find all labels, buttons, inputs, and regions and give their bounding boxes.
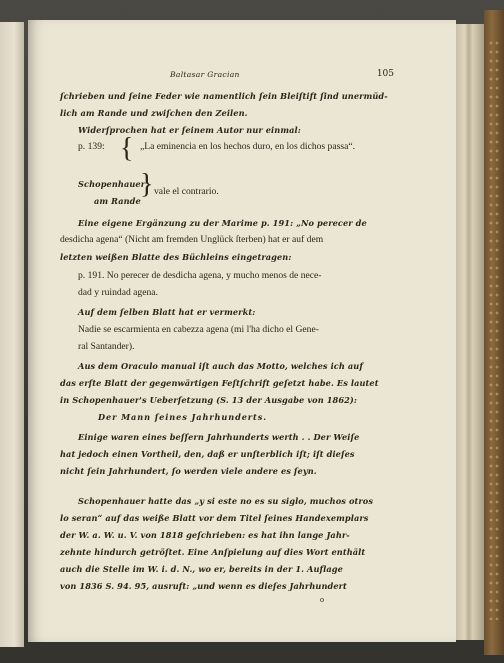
text-line: das erſte Blatt der gegenwärtigen Feſtſchrift geſetzt habe. Es lautet	[60, 378, 379, 388]
text-line: Widerſprochen hat er ſeinem Autor nur einmal:	[78, 125, 301, 135]
facing-page-edge	[0, 22, 24, 647]
citation-label: p. 139:	[78, 141, 105, 152]
quote-line: vale el contrario.	[154, 186, 219, 197]
text-line: Schopenhauer hatte das „y si este no es su siglo, muchos otros	[78, 496, 374, 506]
quote-line: dad y ruindad agena.	[78, 287, 158, 298]
text-line: letzten weißen Blatte des Büchleins eingetragen:	[60, 252, 292, 262]
text-line: am Rande	[94, 196, 141, 206]
text-line: der W. a. W. u. V. von 1818 geſchrieben: es hat ihn lange Jahr-	[60, 530, 350, 540]
brace-mark: {	[120, 133, 134, 164]
running-title: Baltasar Gracian	[170, 70, 240, 79]
quote-line: „La eminencia en los hechos duro, en los dichos passa“.	[140, 141, 355, 152]
text-line: auch die Stelle im W. i. d. N., wo er, bereits in der 1. Auflage	[60, 564, 343, 574]
text-line: desdicha agena“ (Nicht am fremden Unglück ſterben) hat er auf dem	[60, 234, 324, 245]
text-line: ſchrieben und ſeine Feder wie namentlich ſein Bleiſtift ſind unermüd-	[60, 91, 388, 101]
quote-line: p. 191. No perecer de desdicha agena, y mucho menos de nece-	[78, 270, 322, 281]
text-line: Auf dem ſelben Blatt hat er vermerkt:	[78, 307, 256, 317]
text-line: Eine eigene Ergänzung zu der Marime p. 191: „No perecer de	[78, 218, 367, 228]
text-line: hat jedoch einen Vortheil, den, daß er unſterblich iſt; iſt dieſes	[60, 449, 355, 459]
cover-pattern	[488, 40, 500, 620]
text-line: nicht ſein Jahrhundert, ſo werden viele andere es ſeyn.	[60, 466, 317, 476]
brace-mark: }	[140, 169, 154, 200]
text-line: Schopenhauer	[78, 179, 146, 189]
page-stack-edge	[456, 24, 484, 640]
page-number: 105	[376, 69, 394, 79]
text-line: Einige waren eines beſſern Jahrhunderts werth . . Der Weiſe	[78, 432, 360, 442]
quote-line: ral Santander).	[78, 341, 135, 352]
text-line: in Schopenhauer's Ueberſetzung (S. 13 der Ausgabe von 1862):	[60, 395, 358, 405]
running-header	[60, 65, 394, 83]
text-line: lich am Rande und zwiſchen den Zeilen.	[60, 108, 248, 118]
motto-heading: Der Mann ſeines Jahrhunderts.	[98, 412, 267, 422]
text-line: Aus dem Oraculo manual iſt auch das Motto, welches ich auf	[78, 361, 363, 371]
text-line: von 1836 S. 94. 95, ausruft: „und wenn es dieſes Jahrhundert	[60, 581, 347, 591]
text-line: zehnte hindurch getröſtet. Eine Anſpielung auf dies Wort enthält	[60, 547, 366, 557]
signature-mark: o	[320, 595, 324, 604]
text-line: lo seran“ auf das weiße Blatt vor dem Titel ſeines Handexemplars	[60, 513, 369, 523]
quote-line: Nadie se escarmienta en cabezza agena (mi l'ha dicho el Gene-	[78, 324, 319, 335]
